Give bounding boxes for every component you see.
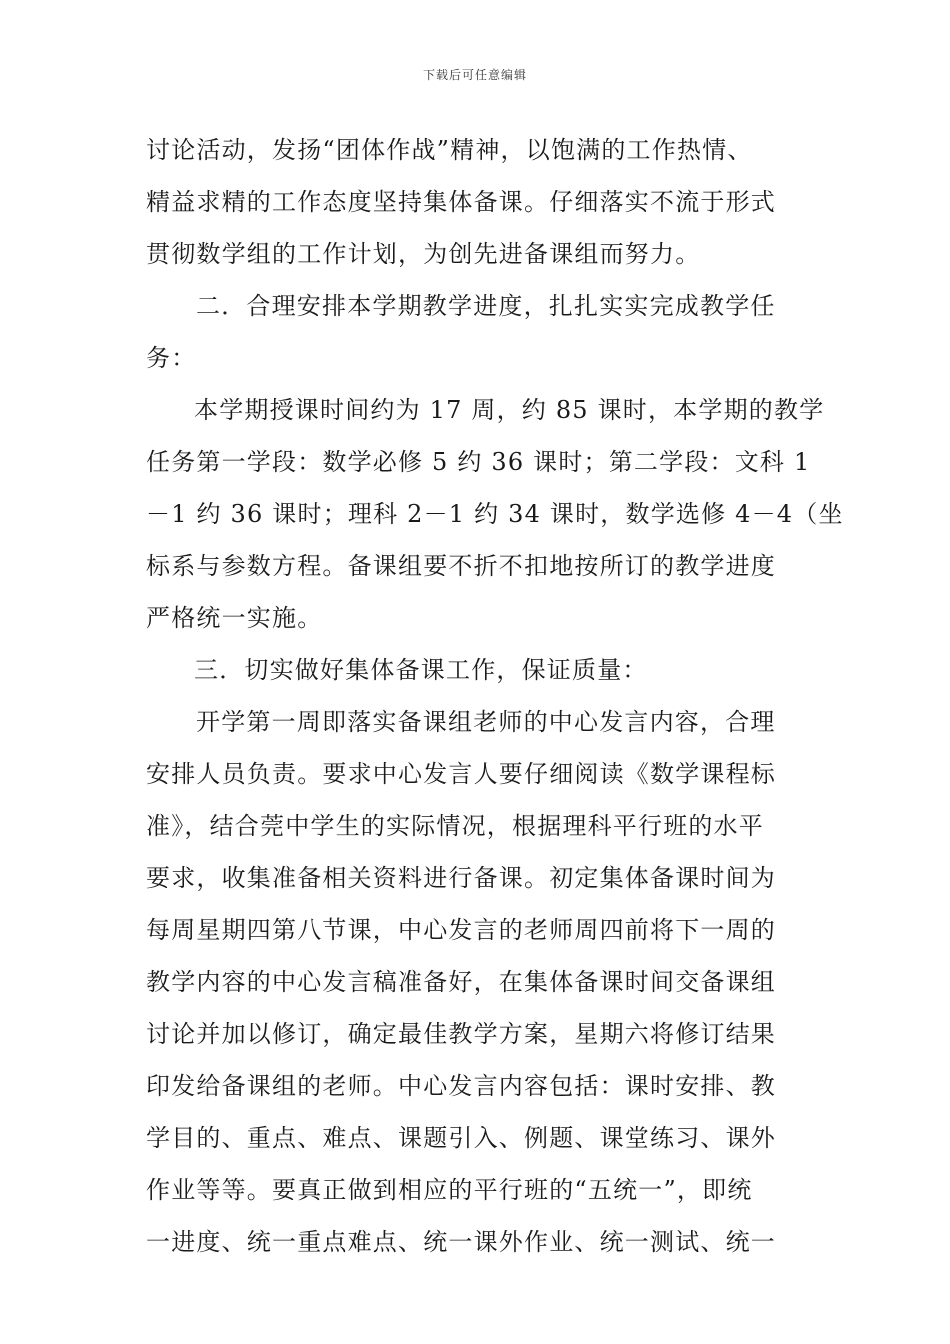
text-line: 一进度、统一重点难点、统一课外作业、统一测试、统一 (146, 1228, 776, 1256)
text-line: －1 约 36 课时；理科 2－1 约 34 课时，数学选修 4－4（坐 (146, 500, 844, 528)
section-heading-2: 二．合理安排本学期教学进度，扎扎实实完成教学任 (196, 292, 776, 320)
text-line: 严格统一实施。 (146, 604, 323, 632)
text-line: 学目的、重点、难点、课题引入、例题、课堂练习、课外 (146, 1124, 776, 1152)
document-body (146, 124, 844, 1268)
text-line: 作业等等。要真正做到相应的平行班的“五统一”，即统 (146, 1176, 753, 1204)
section-heading-3: 三．切实做好集体备课工作，保证质量： (194, 656, 648, 684)
text-line: 本学期授课时间约为 17 周，约 85 课时，本学期的教学 (194, 396, 825, 424)
text-line: 教学内容的中心发言稿准备好，在集体备课时间交备课组 (146, 968, 776, 996)
text-line: 任务第一学段：数学必修 5 约 36 课时；第二学段：文科 1 (146, 448, 811, 476)
text-line: 讨论活动，发扬“团体作战”精神，以饱满的工作热情、 (146, 136, 753, 164)
text-line: 务： (146, 344, 197, 372)
text-line: 安排人员负责。要求中心发言人要仔细阅读《数学课程标 (146, 760, 776, 788)
text-line: 开学第一周即落实备课组老师的中心发言内容，合理 (196, 708, 776, 736)
text-line: 贯彻数学组的工作计划，为创先进备课组而努力。 (146, 240, 701, 268)
text-line: 精益求精的工作态度坚持集体备课。仔细落实不流于形式 (146, 188, 776, 216)
text-line: 每周星期四第八节课，中心发言的老师周四前将下一周的 (146, 916, 776, 944)
page-header: 下载后可任意编辑 (422, 68, 527, 82)
text-line: 讨论并加以修订，确定最佳教学方案，星期六将修订结果 (146, 1020, 776, 1048)
text-line: 标系与参数方程。备课组要不折不扣地按所订的教学进度 (146, 552, 776, 580)
text-line: 准》，结合莞中学生的实际情况，根据理科平行班的水平 (146, 812, 764, 840)
text-line: 要求，收集准备相关资料进行备课。初定集体备课时间为 (146, 864, 776, 892)
text-line: 印发给备课组的老师。中心发言内容包括：课时安排、教 (146, 1072, 776, 1100)
